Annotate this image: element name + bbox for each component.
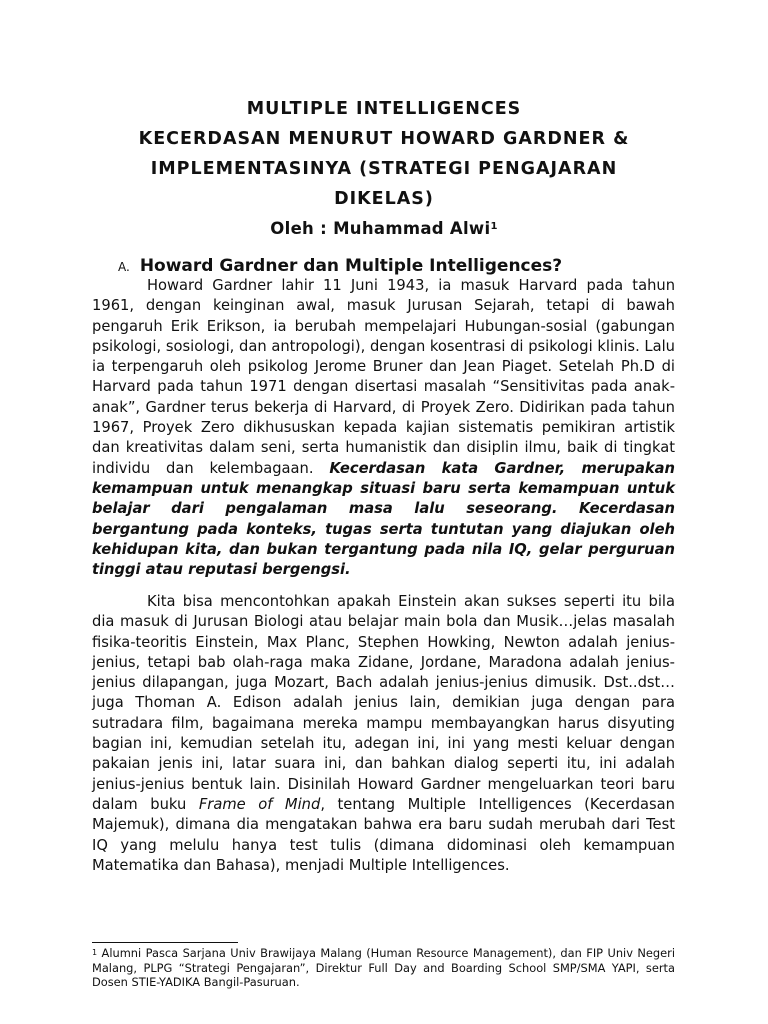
paragraph-1-text: Howard Gardner lahir 11 Juni 1943, ia masuk Harvard pada tahun 1961, dengan keinginan awal, masuk Jurusan Sejarah, tetapi di bawah pengaruh Erik Erikson, ia berubah mempelajari Hubungan-sosial (gabungan psikologi, sosiologi, dan antropologi), dengan kosentrasi di psikologi klinis. Lalu ia terpengaruh oleh psikolog Jerome Bruner dan Jean Piaget. Setelah Ph.D di Harvard pada tahun 1971 dengan disertasi masalah “Sensitivitas pada anak-anak”, Gardner terus bekerja di Harvard, di Proyek Zero. Didirikan pada tahun 1967, Proyek Zero dikhususkan kepada kajian sistematis pemikiran artistik dan kreativitas dalam seni, serta humanistik dan disiplin ilmu, baik di tingkat individu dan kelembagaan. bbox=[92, 277, 675, 477]
title-block bbox=[0, 94, 768, 244]
footnote-divider bbox=[92, 942, 238, 943]
footnote-mark: 1 bbox=[92, 948, 98, 957]
book-title: Frame of Mind bbox=[198, 795, 321, 813]
paragraph-1-emphasis: Kecerdasan kata Gardner, merupakan kemampuan untuk menangkap situasi baru serta kemampuan untuk belajar dari pengalaman masa lalu seseorang. Kecerdasan bergantung pada konteks, tugas serta tuntutan yang diajukan oleh kehidupan kita, dan bukan tergantung pada nila IQ, gelar perguruan tinggi atau reputasi bergengsi. bbox=[92, 459, 676, 579]
title-line-3: IMPLEMENTASINYA (STRATEGI PENGAJARAN bbox=[150, 159, 618, 179]
paragraph-2-text-after: , tentang Multiple Intelligences (Kecerdasan Majemuk), dimana dia mengatakan bahwa era baru sudah merubah dari Test IQ yang melulu hanya test tulis (dimana didominasi oleh kemampuan Matematika dan Bahasa), menjadi Multiple Intelligences. bbox=[92, 795, 675, 874]
section-heading bbox=[118, 256, 562, 277]
paragraph-2-text-before: Kita bisa mencontohkan apakah Einstein akan sukses seperti itu bila dia masuk di Jurusan Biologi atau belajar main bola dan Musik…jelas masalah fisika-teoritis Einstein, Max Planc, Stephen Howking, Newton adalah jenius-jenius, tetapi bab olah-raga maka Zidane, Jordane, Maradona adalah jenius-jenius dilapangan, juga Mozart, Bach adalah jenius-jenius dimusik. Dst..dst…juga Thoman A. Edison adalah jenius lain, demikian juga dengan para sutradara film, bagaimana mereka mampu membayangkan harus disyuting bagian ini, kemudian setelah itu, adegan ini, ini yang mesti keluar dengan pakaian jenis ini, latar suara ini, dan bahkan dialog seperti itu, ini adalah jenius-jenius bentuk lain. Disinilah Howard Gardner mengeluarkan teori baru dalam buku bbox=[92, 593, 675, 813]
author-line bbox=[0, 214, 768, 244]
section-marker: A. bbox=[118, 260, 130, 274]
section-heading-text: Howard Gardner dan Multiple Intelligences? bbox=[139, 256, 563, 276]
title-line-2: KECERDASAN MENURUT HOWARD GARDNER & bbox=[138, 129, 630, 149]
author-footnote-mark[interactable]: 1 bbox=[490, 221, 498, 232]
paragraph-2 bbox=[92, 592, 675, 876]
footnote-text: Alumni Pasca Sarjana Univ Brawijaya Malang (Human Resource Management), dan FIP Univ Negeri Malang, PLPG “Strategi Pengajaran”, Direktur Full Day and Boarding School SMP/SMA YAPI, serta Dosen STIE-YADIKA Bangil-Pasuruan. bbox=[92, 946, 675, 989]
paragraph-1 bbox=[92, 276, 675, 580]
author-name: Oleh : Muhammad Alwi bbox=[270, 219, 491, 238]
footnote bbox=[92, 946, 675, 990]
title-line-4: DIKELAS) bbox=[334, 189, 434, 209]
title-line-1: MULTIPLE INTELLIGENCES bbox=[246, 99, 522, 119]
